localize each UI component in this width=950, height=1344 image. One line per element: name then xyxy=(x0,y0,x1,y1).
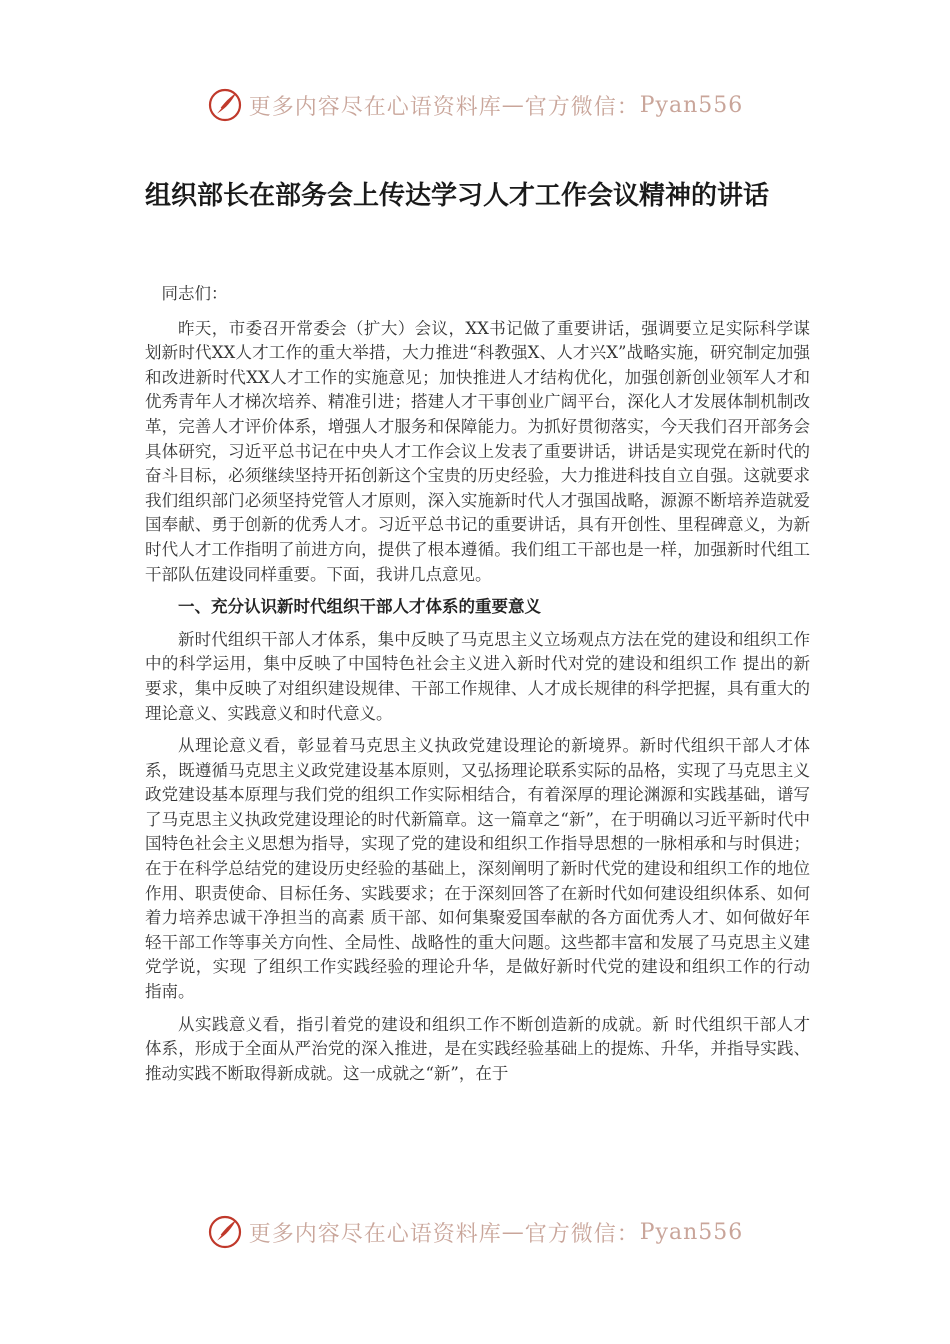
watermark-brand-text: 更多内容尽在心语资料库 xyxy=(248,1221,502,1247)
watermark-banner-top xyxy=(0,82,950,128)
watermark-dash: — xyxy=(501,92,525,118)
watermark-wechat-id: Pyan556 xyxy=(639,92,744,118)
section1-paragraph: 从实践意义看，指引着党的建设和组织工作不断创造新的成就。新 时代组织干部人才体系，形成于全面从严治党的深入推进，是在实践经验基础上的提炼、升华，并指导实践、推动实践不断取得新成就。这一成就之“新”，在于 xyxy=(145,1014,810,1083)
quill-logo-icon xyxy=(207,1214,243,1250)
watermark-wechat-id: Pyan556 xyxy=(639,1219,744,1245)
quill-logo-icon xyxy=(207,87,243,123)
intro-paragraph: 昨天，市委召开常委会（扩大）会议，XX书记做了重要讲话，强调要立足实际科学谋划新时代XX人才工作的重大举措，大力推进“科教强X、人才兴X”战略实施，研究制定加强和改进新时代XX人才工作的实施意见；加快推进人才结构优化，加强创新创业领军人才和优秀青年人才梯次培养、精准引进；搭建人才干事创业广阔平台，深化人才发展体制机制改革，完善人才评价体系，增强人才服务和保障能力。为抓好贯彻落实，今天我们召开部务会具体研究，习近平总书记在中央人才工作会议上发表了重要讲话，讲话是实现党在新时代的奋斗目标，必须继续坚持开拓创新这个宝贵的历史经验，大力推进科技自立自强。这就要求我们组织部门必须坚持党管人才原则，深入实施新时代人才强国战略，源源不断培养造就爱国奉献、勇于创新的优秀人才。习近平总书记的重要讲话，具有开创性、里程碑意义，为新时代人才工作指明了前进方向，提供了根本遵循。我们组工干部也是一样，加强新时代组工干部队伍建设同样重要。下面，我讲几点意见。 xyxy=(145,318,810,584)
document-body xyxy=(145,282,810,1094)
watermark-wechat-label: 官方微信： xyxy=(524,94,640,120)
watermark-brand-text: 更多内容尽在心语资料库 xyxy=(248,94,502,120)
greeting: 同志们： xyxy=(161,284,228,303)
watermark-wechat-label: 官方微信： xyxy=(524,1221,640,1247)
document-title: 组织部长在部务会上传达学习人才工作会议精神的讲话 xyxy=(145,181,770,211)
section1-paragraph: 新时代组织干部人才体系，集中反映了马克思主义立场观点方法在党的建设和组织工作中的科学运用，集中反映了中国特色社会主义进入新时代对党的建设和组织工作 提出的新要求，集中反映了对组织建设规律、干部工作规律、人才成长规律的科学把握，具有重大的理论意义、实践意义和时代意义。 xyxy=(145,629,810,723)
section-heading-1: 一、充分认识新时代组织干部人才体系的重要意义 xyxy=(178,597,541,617)
watermark-content xyxy=(207,1214,744,1250)
watermark-content xyxy=(207,87,744,123)
watermark-banner-bottom xyxy=(0,1209,950,1255)
watermark-dash: — xyxy=(501,1219,525,1245)
section1-paragraph: 从理论意义看，彰显着马克思主义执政党建设理论的新境界。新时代组织干部人才体系，既遵循马克思主义政党建设基本原则，又弘扬理论联系实际的品格，实现了马克思主义政党建设基本原理与我们党的组织工作实际相结合，有着深厚的理论渊源和实践基础，谱写了马克思主义执政党建设理论的时代新篇章。这一篇章之“新”，在于明确以习近平新时代中国特色社会主义思想为指导，实现了党的建设和组织工作指导思想的一脉相承和与时俱进；在于在科学总结党的建设历史经验的基础上，深刻阐明了新时代党的建设和组织工作的地位作用、职责使命、目标任务、实践要求；在于深刻回答了在新时代如何建设组织体系、如何着力培养忠诚干净担当的高素 质干部、如何集聚爱国奉献的各方面优秀人才、如何做好年轻干部工作等事关方向性、全局性、战略性的重大问题。这些都丰富和发展了马克思主义建党学说，实现 了组织工作实践经验的理论升华，是做好新时代党的建设和组织工作的行动指南。 xyxy=(145,736,810,1002)
